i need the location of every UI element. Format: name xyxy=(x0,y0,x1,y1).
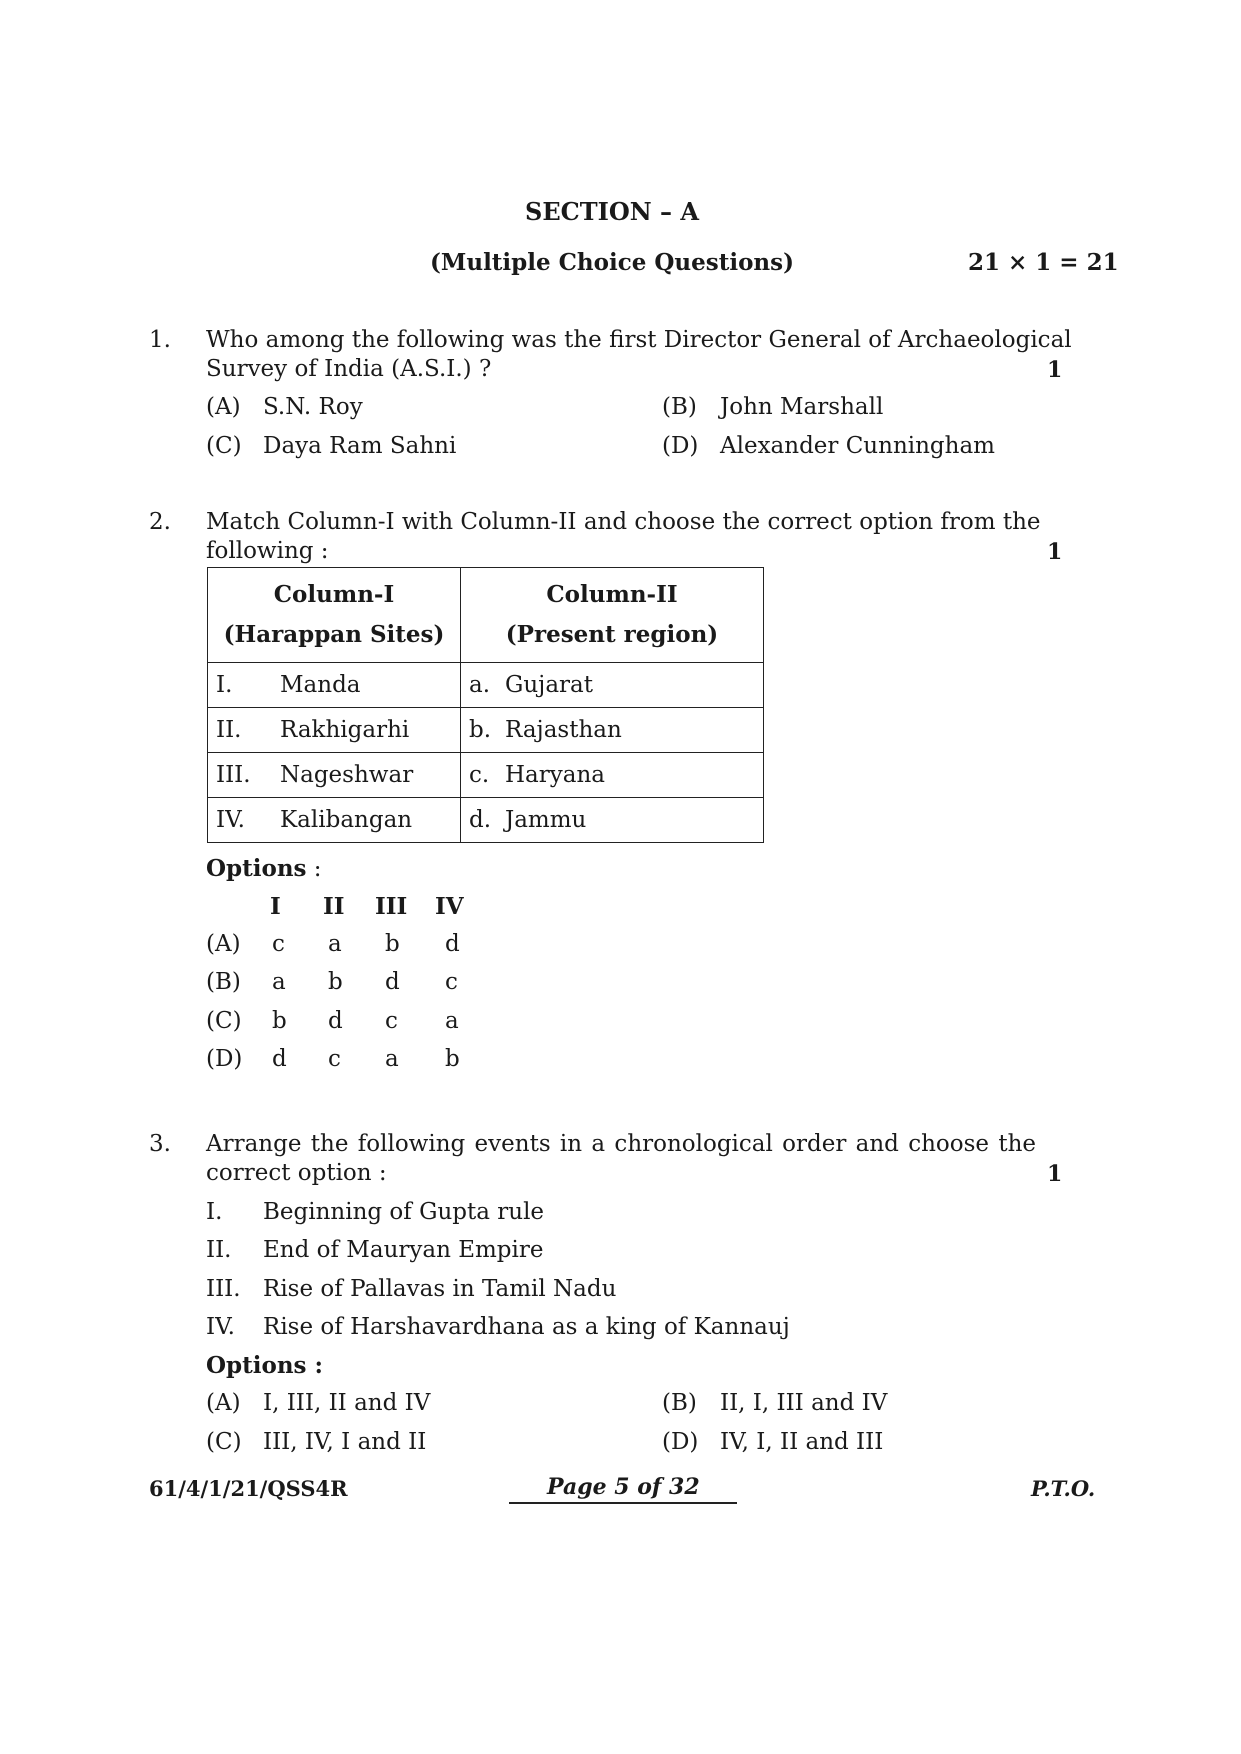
event-key: IV. xyxy=(206,1314,235,1340)
question-text: correct option : xyxy=(206,1160,387,1186)
match-table xyxy=(207,567,764,843)
question-text: Who among the following was the first Director General of Archaeological xyxy=(206,327,1072,353)
table-row: II. Rakhigarhi b. Rajasthan xyxy=(208,708,764,753)
column-1-header: Column-I (Harappan Sites) xyxy=(208,568,461,663)
option-key: (D) xyxy=(662,1429,699,1455)
event-text: End of Mauryan Empire xyxy=(263,1237,544,1263)
option-text: S.N. Roy xyxy=(263,394,363,420)
paper-code: 61/4/1/21/QSS4R xyxy=(149,1476,348,1501)
option-key: (A) xyxy=(206,394,241,420)
option-key: (C) xyxy=(206,433,242,459)
question-number: 2. xyxy=(149,509,171,535)
page-number: Page 5 of 32 xyxy=(547,1474,700,1500)
pto-label: P.T.O. xyxy=(1031,1476,1096,1501)
question-text: Survey of India (A.S.I.) ? xyxy=(206,356,492,382)
event-text: Rise of Harshavardhana as a king of Kannauj xyxy=(263,1314,790,1340)
option-key: (B) xyxy=(662,1390,697,1416)
option-text: Daya Ram Sahni xyxy=(263,433,457,459)
option-key: (C) xyxy=(206,1429,242,1455)
event-text: Beginning of Gupta rule xyxy=(263,1199,545,1225)
question-marks: 1 xyxy=(1047,1161,1063,1187)
question-marks: 1 xyxy=(1047,539,1063,565)
option-text: II, I, III and IV xyxy=(720,1390,888,1416)
event-key: III. xyxy=(206,1276,241,1302)
option-key: (D) xyxy=(662,433,699,459)
column-2-header: Column-II (Present region) xyxy=(461,568,764,663)
page-number-underline xyxy=(509,1502,737,1504)
option-text: III, IV, I and II xyxy=(263,1429,427,1455)
table-row: IV. Kalibangan d. Jammu xyxy=(208,798,764,843)
section-subtitle: (Multiple Choice Questions) xyxy=(430,249,794,276)
event-text: Rise of Pallavas in Tamil Nadu xyxy=(263,1276,617,1302)
options-label: Options : xyxy=(206,855,322,882)
section-title: SECTION – A xyxy=(525,197,699,226)
question-text: following : xyxy=(206,538,329,564)
event-key: II. xyxy=(206,1237,232,1263)
question-number: 3. xyxy=(149,1131,171,1157)
table-row: III. Nageshwar c. Haryana xyxy=(208,753,764,798)
option-key: (B) xyxy=(662,394,697,420)
options-label: Options : xyxy=(206,1352,323,1379)
option-text: Alexander Cunningham xyxy=(720,433,995,459)
question-number: 1. xyxy=(149,327,171,353)
option-text: IV, I, II and III xyxy=(720,1429,884,1455)
option-key: (A) xyxy=(206,1390,241,1416)
option-text: I, III, II and IV xyxy=(263,1390,431,1416)
section-marks: 21 × 1 = 21 xyxy=(968,249,1119,276)
question-text: Match Column-I with Column-II and choose the correct option from the xyxy=(206,509,1041,535)
question-text: Arrange the following events in a chronological order and choose the xyxy=(206,1131,1036,1157)
event-key: I. xyxy=(206,1199,223,1225)
question-marks: 1 xyxy=(1047,357,1063,383)
option-text: John Marshall xyxy=(720,394,884,420)
table-row: I. Manda a. Gujarat xyxy=(208,663,764,708)
